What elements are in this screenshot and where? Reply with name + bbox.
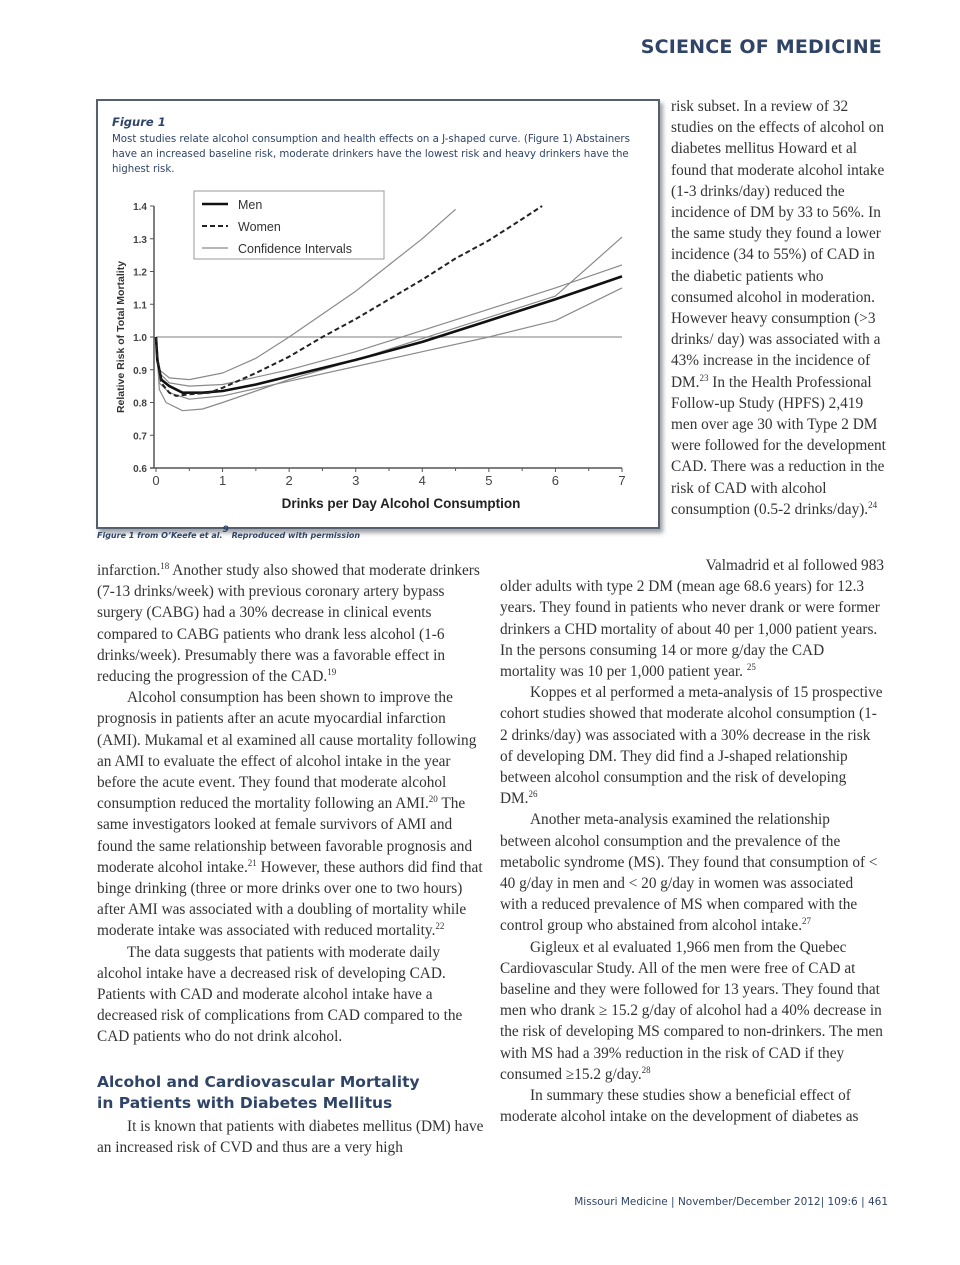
figure-label: Figure 1 [112, 115, 166, 129]
paragraph: Alcohol consumption has been shown to improve the prognosis in patients after an acute myocardial infarction (AMI). Mukamal et al examined all cause mortality following an AMI to evaluate the effect of alcohol intake in the year before the acute event. They found that moderate alcohol consumption reduced the mortality following an AMI.$^{20}$ The same investigators looked at female survivors of AMI and found the same relationship between favorable prognosis and moderate alcohol intake.$^{21}$ However, these authors did find that binge drinking (three or more drinks over one to two hours) after AMI was associated with a doubling of mortality while moderate intake was associated with reduced mortality.$^{22}$ [97, 689, 483, 940]
paragraph: Gigleux et al evaluated 1,966 men from the Quebec Cardiovascular Study. All of the men were free of CAD at baseline and they were followed for 13 years. They found that men who drank ≥ 15.2 g/day of alcohol had a 40% decrease in the risk of developing MS compared to non-drinkers. The men with MS had a 39% reduction in the risk of CAD if they consumed ≥15.2 g/day.$^{28}$ [500, 938, 883, 1083]
svg-text:4: 4 [418, 473, 426, 488]
section-title: SCIENCE OF MEDICINE [640, 36, 882, 58]
svg-text:1.3: 1.3 [133, 234, 147, 246]
svg-text:1.2: 1.2 [133, 267, 147, 279]
paragraph-lead: Valmadrid et al followed 983 [705, 557, 884, 574]
j-curve-chart [98, 101, 658, 527]
svg-text:0.7: 0.7 [133, 431, 147, 443]
paragraph: older adults with type 2 DM (mean age 68.6 years) for 12.3 years. They found in patients who never drank or were former drinkers a CHD mortality of about 40 per 1,000 patient years. In the persons consuming 14 or more g/day the CAD mortality was 10 per 1,000 patient year. $^{25}$ [500, 578, 880, 681]
section-heading: Alcohol and Cardiovascular Mortality in Patients with Diabetes Mellitus [97, 1072, 420, 1112]
paragraph: Koppes et al performed a meta-analysis of 15 prospective cohort studies showed that moderate alcohol consumption (1-2 drinks/day) was associated with a 30% decrease in the risk of developing DM. They did find a J-shaped relationship between alcohol consumption and the risk of developing DM.$^{26}$ [500, 684, 883, 808]
svg-text:0.9: 0.9 [133, 365, 147, 377]
svg-text:5: 5 [485, 473, 493, 488]
figure-credit: Figure 1 from O’Keefe et al.$^9$ Reproduced with permission [97, 525, 361, 540]
svg-text:1: 1 [218, 473, 227, 488]
series-women-ci-lower [156, 237, 622, 411]
svg-text:0.8: 0.8 [133, 398, 147, 410]
page-footer: Missouri Medicine | November/December 2012| 109:6 | 461 [574, 1196, 888, 1208]
svg-text:7: 7 [618, 473, 626, 488]
figure-caption: Most studies relate alcohol consumption and health effects on a J-shaped curve. (Figure 1) Abstainers have an increased baseline risk, moderate drinkers have the lowest risk and heavy drinkers have the highest risk. [112, 134, 630, 175]
svg-text:1.4: 1.4 [133, 202, 147, 213]
svg-text:Men: Men [238, 198, 263, 212]
paragraph: risk subset. In a review of 32 studies on the effects of alcohol on diabetes mellitus Howard et al found that moderate alcohol intake (1-3 drinks/day) reduced the incidence of DM by 33 to 56%. In the same study they found a lower incidence (34 to 55%) of CAD in the diabetic patients who consumed alcohol in moderation. However heavy consumption (>3 drinks/ day) was associated with a 43% increase in the incidence of DM.$^{23}$ In the Health Professional Follow-up Study (HPFS) 2,419 men over age 30 with Type 2 DM were followed for the development CAD. There was a reduction in the risk of CAD with alcohol consumption (0.5-2 drinks/day).$^{24}$ [671, 98, 886, 518]
x-axis-label: Drinks per Day Alcohol Consumption [281, 496, 521, 511]
paragraph: In summary these studies show a beneficial effect of moderate alcohol intake on the development of diabetes as [500, 1087, 859, 1126]
series-men-ci-upper [156, 265, 622, 386]
svg-text:2: 2 [285, 473, 293, 488]
svg-text:Confidence Intervals: Confidence Intervals [238, 242, 352, 256]
series-men-ci-lower [156, 288, 622, 399]
paragraph: Another meta-analysis examined the relationship between alcohol consumption and the prevalence of the metabolic syndrome (MS). They found that consumption of < 40 g/day in men and < 20 g/day in women was associated with a reduced prevalence of MS when compared with the control group who abstained from alcohol intake.$^{27}$ [500, 811, 878, 935]
column-right-top [671, 96, 886, 520]
svg-text:1.1: 1.1 [133, 300, 147, 312]
svg-text:3: 3 [352, 473, 360, 488]
column-right [500, 555, 884, 1127]
svg-text:1.0: 1.0 [133, 333, 147, 344]
paragraph: It is known that patients with diabetes mellitus (DM) have an increased risk of CVD and thus are a very high [97, 1117, 484, 1156]
column-left [97, 560, 485, 1158]
paragraph: The data suggests that patients with moderate daily alcohol intake have a decreased risk of developing CAD. Patients with CAD and moderate alcohol intake have a decreased risk of complications from CAD compared to the CAD patients who do not drink alcohol. [97, 943, 463, 1046]
series-men [156, 276, 622, 392]
y-axis-label: Relative Risk of Total Mortality [115, 260, 127, 414]
paragraph: infarction.$^{18}$ Another study also showed that moderate drinkers (7-13 drinks/week) with previous coronary artery bypass surgery (CABG) had a 30% decrease in clinical events compared to CABG patients who drank less alcohol (1-6 drinks/week). Presumably there was a favorable effect in reducing the progression of the CAD.$^{19}$ [97, 561, 480, 686]
svg-text:0: 0 [152, 473, 160, 488]
svg-text:Women: Women [238, 220, 281, 234]
svg-text:0.6: 0.6 [133, 464, 147, 475]
figure-box [96, 99, 660, 529]
svg-text:6: 6 [551, 473, 560, 488]
